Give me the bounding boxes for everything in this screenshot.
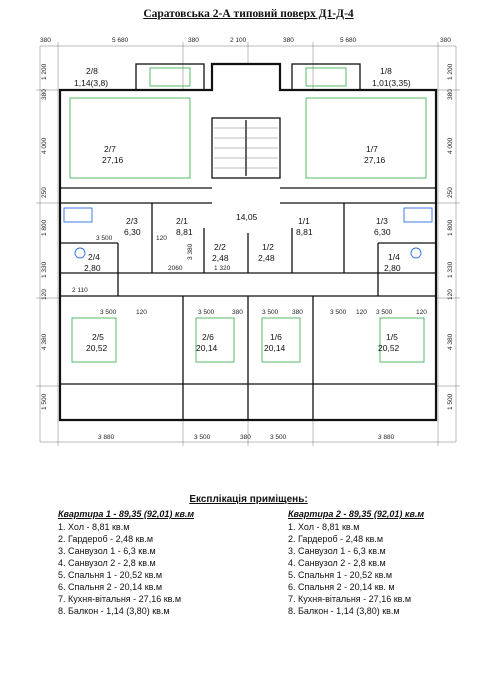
dim-right-9: 1 500 <box>447 393 454 410</box>
apartment-2-list <box>288 508 424 617</box>
room-1-8-area: 1,01(3,35) <box>372 78 411 88</box>
dim-left-9: 1 500 <box>41 393 48 410</box>
room-1-6-area: 20,14 <box>264 343 286 353</box>
dim-inner-6: 2 110 <box>72 287 88 294</box>
room-2-1-area: 8,81 <box>176 227 193 237</box>
room-2-2-number: 2/2 <box>214 242 226 252</box>
apartment-1-item: 5. Спальня 1 - 20,52 кв.м <box>58 570 163 580</box>
room-1-1-number: 1/1 <box>298 216 310 226</box>
dim-inner-9: 3 500 <box>198 309 215 316</box>
apartment-2-item: 6. Спальня 2 - 20,14 кв. м <box>288 582 395 592</box>
dim-right-4: 250 <box>447 187 454 198</box>
room-1-7-number: 1/7 <box>366 144 378 154</box>
room-1-6-number: 1/6 <box>270 332 282 342</box>
apartment-1-item: 7. Кухня-вітальня - 27,16 кв.м <box>58 594 182 604</box>
dim-right-1: 1 200 <box>447 63 454 80</box>
room-1-3-area: 6,30 <box>374 227 391 237</box>
dim-inner-8: 120 <box>136 309 147 316</box>
dim-bottom-5: 3 880 <box>378 434 395 441</box>
dim-left-2: 380 <box>41 89 48 100</box>
room-1-5-area: 20,52 <box>378 343 400 353</box>
room-2-2-area: 2,48 <box>212 253 229 263</box>
dim-inner-12: 380 <box>292 309 303 316</box>
room-2-6-number: 2/6 <box>202 332 214 342</box>
dim-right-6: 1 330 <box>447 261 454 278</box>
dim-right-8: 4 380 <box>447 333 454 350</box>
room-2-3-area: 6,30 <box>124 227 141 237</box>
dim-inner-5: 1 320 <box>214 265 231 272</box>
dim-top-5: 380 <box>283 37 294 44</box>
explication-heading: Експлікація приміщень: <box>189 494 308 505</box>
top-dimension-labels <box>40 37 451 44</box>
room-2-8-area: 1,14(3,8) <box>74 78 109 88</box>
dim-top-4: 2 100 <box>230 37 247 44</box>
dim-inner-1: 3 500 <box>96 235 113 242</box>
room-2-5-number: 2/5 <box>92 332 104 342</box>
dim-inner-13: 3 500 <box>330 309 347 316</box>
apartment-1-item: 1. Хол - 8,81 кв.м <box>58 522 130 532</box>
apartment-2-item: 7. Кухня-вітальня - 27,16 кв.м <box>288 594 412 604</box>
room-1-7-area: 27,16 <box>364 155 386 165</box>
apartment-1-title: Квартира 1 - 89,35 (92,01) кв.м <box>58 509 195 519</box>
apartment-1-item: 3. Санвузол 1 - 6,3 кв.м <box>58 546 156 556</box>
room-1-2-number: 1/2 <box>262 242 274 252</box>
dim-right-2: 380 <box>447 89 454 100</box>
walls <box>60 64 436 420</box>
dim-left-5: 1 800 <box>41 219 48 236</box>
room-2-5-area: 20,52 <box>86 343 108 353</box>
room-2-4-number: 2/4 <box>88 252 100 262</box>
apartment-2-item: 8. Балкон - 1,14 (3,80) кв.м <box>288 606 400 616</box>
dim-top-1: 380 <box>40 37 51 44</box>
dim-inner-4: 2060 <box>168 265 183 272</box>
dim-bottom-3: 380 <box>240 434 251 441</box>
dim-left-4: 250 <box>41 187 48 198</box>
dim-top-7: 380 <box>440 37 451 44</box>
room-2-1-number: 2/1 <box>176 216 188 226</box>
dim-left-6: 1 330 <box>41 261 48 278</box>
dim-inner-10: 380 <box>232 309 243 316</box>
dim-right-3: 4 000 <box>447 137 454 154</box>
apartment-2-item: 3. Санвузол 1 - 6,3 кв.м <box>288 546 386 556</box>
explication-section <box>0 494 497 616</box>
dim-inner-3: 3 380 <box>187 243 194 260</box>
apartment-2-item: 1. Хол - 8,81 кв.м <box>288 522 360 532</box>
dim-inner-11: 3 500 <box>262 309 279 316</box>
apartment-1-item: 2. Гардероб - 2,48 кв.м <box>58 534 154 544</box>
apartment-2-item: 2. Гардероб - 2,48 кв.м <box>288 534 384 544</box>
dim-bottom-4: 3 500 <box>270 434 287 441</box>
room-2-8-number: 2/8 <box>86 66 98 76</box>
apartment-2-item: 4. Санвузол 2 - 2,8 кв.м <box>288 558 386 568</box>
room-1-1-area: 8,81 <box>296 227 313 237</box>
room-2-4-area: 2,80 <box>84 263 101 273</box>
room-1-8-number: 1/8 <box>380 66 392 76</box>
room-corridor-area: 14,05 <box>236 212 258 222</box>
room-1-2-area: 2,48 <box>258 253 275 263</box>
dim-top-6: 5 680 <box>340 37 357 44</box>
apartment-2-title: Квартира 2 - 89,35 (92,01) кв.м <box>288 509 425 519</box>
dim-left-1: 1 200 <box>41 63 48 80</box>
dim-inner-16: 120 <box>416 309 427 316</box>
dim-inner-2: 120 <box>156 235 167 242</box>
bottom-dimension-labels <box>98 434 395 441</box>
room-2-3-number: 2/3 <box>126 216 138 226</box>
dim-bottom-1: 3 880 <box>98 434 115 441</box>
right-dimension-labels <box>447 63 454 410</box>
apartment-2-item: 5. Спальня 1 - 20,52 кв.м <box>288 570 393 580</box>
dim-left-7: 120 <box>41 289 48 300</box>
dim-inner-15: 3 500 <box>376 309 393 316</box>
dim-left-3: 4 000 <box>41 137 48 154</box>
room-1-4-number: 1/4 <box>388 252 400 262</box>
room-2-7-number: 2/7 <box>104 144 116 154</box>
dim-top-3: 380 <box>188 37 199 44</box>
dim-bottom-2: 3 500 <box>194 434 211 441</box>
left-dimension-labels <box>41 63 48 410</box>
room-1-5-number: 1/5 <box>386 332 398 342</box>
apartment-1-item: 8. Балкон - 1,14 (3,80) кв.м <box>58 606 170 616</box>
dim-top-2: 5 680 <box>112 37 129 44</box>
dim-inner-14: 120 <box>356 309 367 316</box>
apartment-1-list <box>58 508 194 617</box>
dim-inner-7: 3 500 <box>100 309 117 316</box>
dim-left-8: 4 380 <box>41 333 48 350</box>
dim-right-5: 1 800 <box>447 219 454 236</box>
dim-right-7: 120 <box>447 289 454 300</box>
room-1-4-area: 2,80 <box>384 263 401 273</box>
room-1-3-number: 1/3 <box>376 216 388 226</box>
apartment-1-item: 4. Санвузол 2 - 2,8 кв.м <box>58 558 156 568</box>
apartment-1-item: 6. Спальня 2 - 20,14 кв.м <box>58 582 163 592</box>
floor-plan <box>0 28 497 468</box>
room-2-7-area: 27,16 <box>102 155 124 165</box>
room-2-6-area: 20,14 <box>196 343 218 353</box>
page-title: Саратовська 2-А типовий поверх Д1-Д-4 <box>143 8 354 20</box>
